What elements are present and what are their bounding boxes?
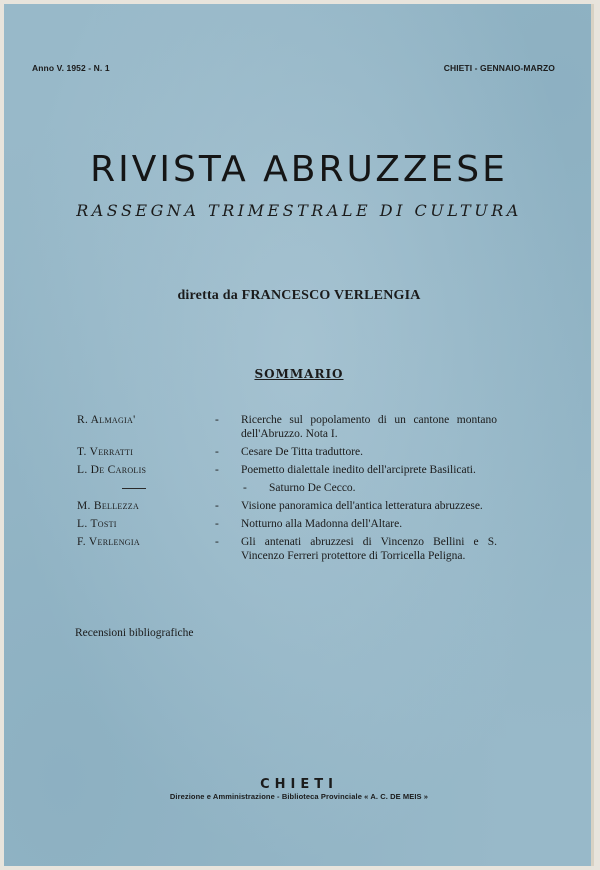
publication-city: CHIETI (260, 777, 338, 792)
director-line: diretta da FRANCESCO VERLENGIA (177, 288, 421, 303)
toc-dash: - (243, 482, 247, 494)
toc-entry-de-carolis (77, 463, 497, 477)
toc-entry-bellezza (77, 499, 497, 513)
toc-dash: - (215, 414, 219, 426)
toc-title: Notturno alla Madonna dell'Altare. (241, 518, 403, 530)
toc-title: Saturno De Cecco. (269, 482, 356, 494)
issue-number: Anno V. 1952 - N. 1 (32, 63, 110, 73)
toc-entry-tosti (77, 517, 497, 531)
journal-subtitle: RASSEGNA TRIMESTRALE DI CULTURA (76, 201, 522, 220)
toc-title: Gli antenati abruzzesi di Vincenzo Bellini e S. Vincenzo Ferreri protettore di Torricella Peligna. (241, 536, 497, 562)
place-and-date: CHIETI - GENNAIO-MARZO (443, 63, 555, 73)
toc-entry-verlengia (77, 535, 497, 563)
toc-title: Poemetto dialettale inedito dell'arciprete Basilicati. (241, 464, 476, 476)
toc-dash: - (215, 500, 219, 512)
toc-author: T. Verratti (77, 446, 134, 458)
toc-entry-verratti (77, 445, 497, 459)
toc-author: M. Bellezza (77, 500, 140, 512)
journal-title: RIVISTA ABRUZZESE (90, 149, 508, 190)
publisher-address: Direzione e Amministrazione - Biblioteca Provinciale « A. C. DE MEIS » (169, 792, 429, 801)
journal-cover (4, 4, 594, 866)
toc-title: Ricerche sul popolamento di un cantone montano dell'Abruzzo. Nota I. (241, 414, 497, 440)
toc-entry-de-cecco (77, 481, 497, 495)
toc-author: L. De Carolis (77, 464, 147, 476)
contents-heading: SOMMARIO (254, 367, 344, 381)
toc-title: Visione panoramica dell'antica letteratura abruzzese. (241, 500, 483, 512)
toc-dash: - (215, 464, 219, 476)
toc-entry-almagia (77, 413, 497, 441)
toc-title: Cesare De Titta traduttore. (241, 446, 364, 458)
toc-author: F. Verlengia (77, 536, 140, 548)
toc-author: R. Almagia' (77, 414, 136, 426)
toc-author: L. Tosti (77, 518, 117, 530)
toc-dash: - (215, 536, 219, 548)
ditto-line (122, 488, 146, 489)
toc-dash: - (215, 446, 219, 458)
table-of-contents (77, 413, 497, 567)
toc-dash: - (215, 518, 219, 530)
reviews-section: Recensioni bibliografiche (75, 627, 194, 639)
